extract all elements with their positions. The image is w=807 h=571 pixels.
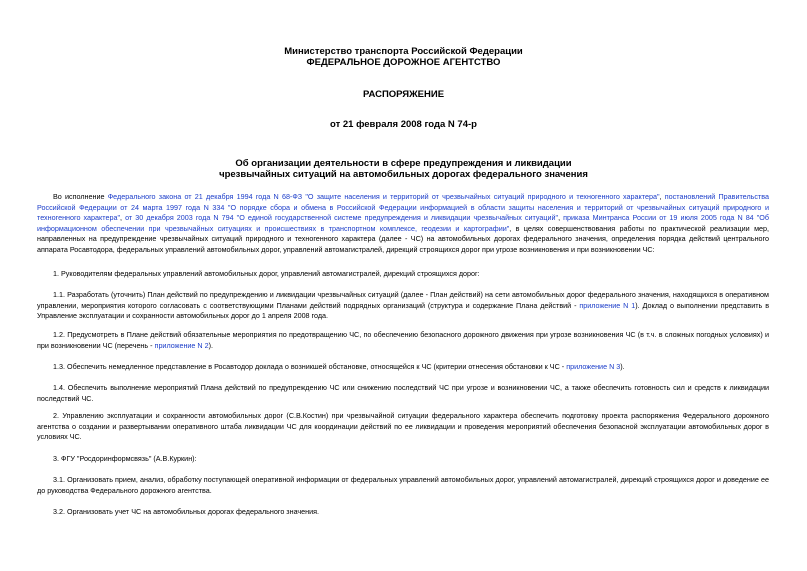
document-type: РАСПОРЯЖЕНИЕ bbox=[362, 89, 445, 100]
paragraph-2: 2. Управлению эксплуатации и сохранности автомобильных дорог (С.В.Костин) при чрезвычайной ситуации федерального характера обеспечить подготовку проекта распоряжения Федерального дорожного агентства о создании и развертывании оперативного штаба ликвидации ЧС для координации действий по ее ликвидации и проведения мероприятий обеспечения безопасной эксплуатации автомобильных дорог в условиях ЧС. bbox=[37, 411, 769, 442]
paragraph-1-3-text-2: ). bbox=[620, 362, 625, 371]
intro-text-2: , bbox=[659, 192, 665, 201]
intro-text-5: , в целях совершенствования работы по практической реализации мер, направленных на предупреждение чрезвычайных ситуаций природного и техногенного характера (далее - ЧС) на автомобильных дорогах федерального значения, определения порядка действий центрального аппарата Росавтодора, федеральных управлений автомобильных дорог, управлений автомагистралей, дирекций строящихся дорог при угрозе возникновения и при возникновении ЧС: bbox=[37, 223, 769, 254]
intro-paragraph bbox=[37, 192, 769, 256]
paragraph-1: 1. Руководителям федеральных управлений автомобильных дорог, управлений автомагистралей, дирекций строящихся дорог: bbox=[53, 269, 480, 278]
paragraph-1-1-text-2: ). Доклад о выполнении представить в Управление эксплуатации и сохранности автомобильных дорог до 1 апреля 2008 года. bbox=[37, 300, 770, 321]
appendix-2-link[interactable]: приложение N 2 bbox=[154, 340, 209, 350]
paragraph-3-1: 3.1. Организовать прием, анализ, обработку поступающей оперативной информации от федеральных управлений автомобильных дорог, управлений автомагистралей, дирекций строящихся дорог и доведение ее до руководства Федерального дорожного агентства. bbox=[37, 475, 769, 495]
mintrans-order-84-link[interactable]: приказа Минтранса России от 19 июля 2005 года N 84 "Об информационном обеспечении при чрезвычайных ситуациях и происшествиях в транспортном комплексе, геодезии и картографии" bbox=[37, 213, 769, 233]
intro-text-3: , bbox=[120, 213, 126, 223]
intro-text-4: , bbox=[558, 213, 564, 223]
document-subject bbox=[0, 158, 807, 180]
paragraph-1-2 bbox=[37, 330, 769, 351]
paragraph-1-3-text-1: 1.3. Обеспечить немедленное представление в Росавтодор доклада о возникшей обстановке, относящейся к ЧС (критерии отнесения обстановки к ЧС - bbox=[53, 362, 567, 371]
paragraph-1-3 bbox=[37, 362, 769, 373]
ministry-name: Министерство транспорта Российской Федерации bbox=[284, 46, 523, 57]
federal-law-link[interactable]: Федерального закона от 21 декабря 1994 года N 68-ФЗ "О защите населения и территорий от чрезвычайных ситуаций природного и техногенного характера" bbox=[107, 192, 660, 201]
paragraph-1-1 bbox=[37, 290, 769, 322]
appendix-3-link[interactable]: приложение N 3 bbox=[566, 362, 621, 371]
agency-name: ФЕДЕРАЛЬНОЕ ДОРОЖНОЕ АГЕНТСТВО bbox=[306, 57, 501, 68]
paragraph-1-1-text-1: 1.1. Разработать (уточнить) План действий по предупреждению и ликвидации чрезвычайных ситуаций (далее - План действий) на сети автомобильных дорог федерального значения, находящихся в оперативном управлении, мероприятия которого согласовать с соответствующими Планами действий подрядных организаций (структура и содержание Плана действий - bbox=[37, 290, 769, 310]
intro-text-1: Во исполнение bbox=[53, 192, 108, 201]
paragraph-1-2-text-1: 1.2. Предусмотреть в Плане действий обязательные мероприятия по предотвращению ЧС, по обеспечению безопасного дорожного движения при угрозе возникновения ЧС (в т.ч. в сложных погодных условиях) и при возникновении ЧС (перечень - bbox=[37, 330, 769, 350]
appendix-1-link[interactable]: приложение N 1 bbox=[579, 300, 636, 310]
paragraph-1-2-text-2: ). bbox=[208, 340, 214, 350]
paragraph-1-4: 1.4. Обеспечить выполнение мероприятий Плана действий по предупреждению ЧС или снижению последствий ЧС при угрозе и возникновении ЧС, а также обеспечить готовность сил и средств к ликвидации последствий ЧС. bbox=[37, 383, 769, 403]
government-resolution-794-link[interactable]: от 30 декабря 2003 года N 794 "О единой государственной системе предупреждения и ликвидации чрезвычайных ситуаций" bbox=[125, 213, 559, 223]
subject-line-1: Об организации деятельности в сфере предупреждения и ликвидации bbox=[235, 158, 572, 169]
paragraph-3-2: 3.2. Организовать учет ЧС на автомобильных дорогах федерального значения. bbox=[53, 507, 320, 516]
paragraph-3: 3. ФГУ "Росдоринформсвязь" (А.В.Куркин): bbox=[53, 454, 197, 463]
subject-line-2: чрезвычайных ситуаций на автомобильных дорогах федерального значения bbox=[219, 169, 588, 180]
document-date-number: от 21 февраля 2008 года N 74-р bbox=[330, 119, 477, 130]
government-resolution-334-link[interactable]: постановлений Правительства Российской Федерации от 24 марта 1997 года N 334 "О порядке сбора и обмена в Российской Федерации информацией в области защиты населения и территорий от чрезвычайных ситуаций природного и техногенного характера" bbox=[37, 192, 770, 223]
document-header bbox=[0, 46, 807, 68]
